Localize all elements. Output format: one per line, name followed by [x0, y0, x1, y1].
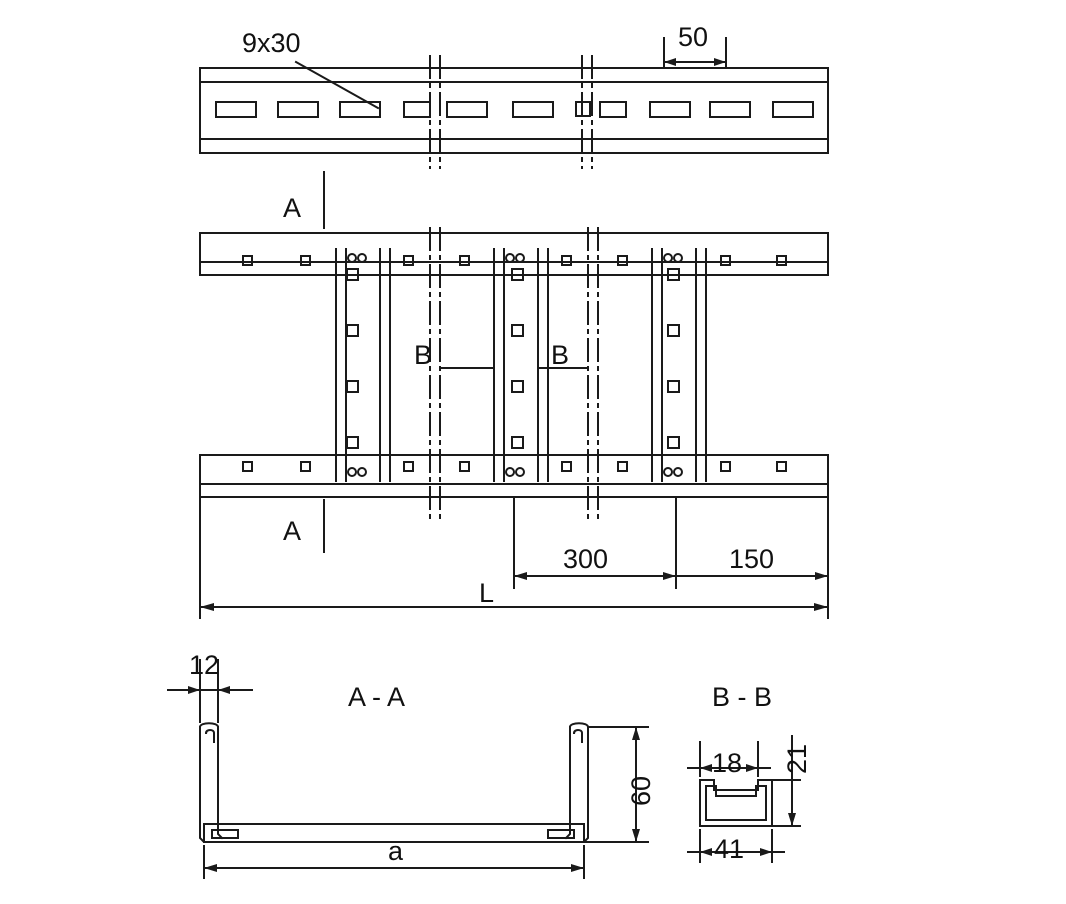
section-marker-a-bottom: A	[283, 516, 302, 546]
label-pitch-50: 50	[678, 22, 709, 52]
dimension-150: 150	[729, 544, 775, 574]
section-marker-b-left: B	[414, 340, 433, 370]
section-bb-title: B - B	[712, 682, 773, 712]
plan-view	[200, 172, 828, 552]
dimension-L: L	[479, 578, 495, 608]
section-a-a	[168, 660, 648, 878]
dimension-a: a	[388, 836, 404, 866]
dimension-300: 300	[563, 544, 609, 574]
dimension-12: 12	[189, 650, 220, 680]
section-aa-title: A - A	[348, 682, 406, 712]
dimension-21: 21	[782, 743, 812, 774]
section-marker-a-top: A	[283, 193, 302, 223]
section-marker-b-right: B	[551, 340, 570, 370]
dimension-60: 60	[626, 775, 656, 806]
label-hole-size: 9x30	[242, 28, 301, 58]
dimension-18: 18	[712, 748, 743, 778]
dimension-41: 41	[714, 834, 745, 864]
